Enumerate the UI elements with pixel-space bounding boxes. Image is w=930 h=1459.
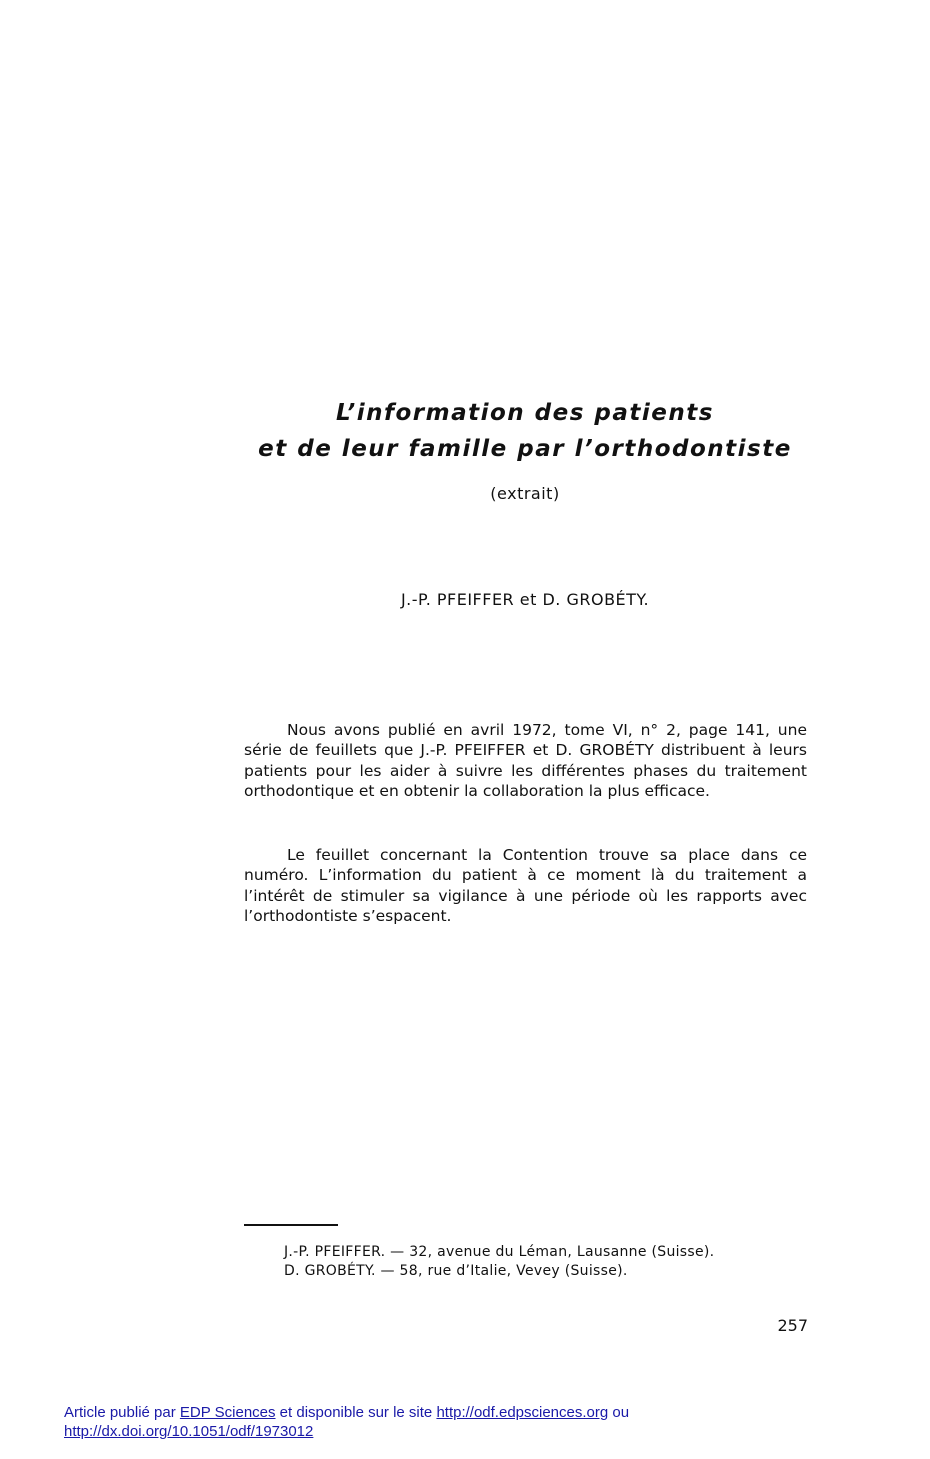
footnote-divider: [244, 1224, 338, 1226]
body-paragraph-2: Le feuillet concernant la Contention trouve sa place dans ce numéro. L’information du patient à ce moment là du traitement a l’intérêt de stimuler sa vigilance à une période où les rapports avec l’orthodontiste s’espacent.: [244, 846, 807, 926]
publisher-note: [64, 1403, 864, 1441]
page-number: 257: [777, 1316, 808, 1335]
footnote-pfeiffer-address: J.-P. PFEIFFER. — 32, avenue du Léman, Lausanne (Suisse).: [284, 1244, 715, 1260]
body-paragraph-1: Nous avons publié en avril 1972, tome VI, n° 2, page 141, une série de feuillets que J.-P. PFEIFFER et D. GROBÉTY distribuent à leurs patients pour les aider à suivre les différentes phases du traitement orthodontique et en obtenir la collaboration la plus efficace.: [244, 721, 807, 801]
publisher-note-prefix: Article publié par: [64, 1404, 180, 1421]
article-title-line-2: et de leur famille par l’orthodontiste: [258, 436, 792, 462]
footnote-grobety-address: D. GROBÉTY. — 58, rue d’Italie, Vevey (Suisse).: [284, 1263, 628, 1279]
edp-sciences-link[interactable]: EDP Sciences: [179, 1404, 276, 1421]
journal-site-link[interactable]: http://odf.edpsciences.org: [436, 1404, 609, 1421]
article-title-line-1: L’information des patients: [336, 400, 714, 426]
doi-link[interactable]: http://dx.doi.org/10.1051/odf/1973012: [64, 1423, 314, 1440]
publisher-note-suffix: ou: [608, 1404, 630, 1421]
article-authors: J.-P. PFEIFFER et D. GROBÉTY.: [400, 590, 650, 609]
publisher-note-middle: et disponible sur le site: [275, 1404, 437, 1421]
article-subtitle: (extrait): [490, 484, 560, 503]
